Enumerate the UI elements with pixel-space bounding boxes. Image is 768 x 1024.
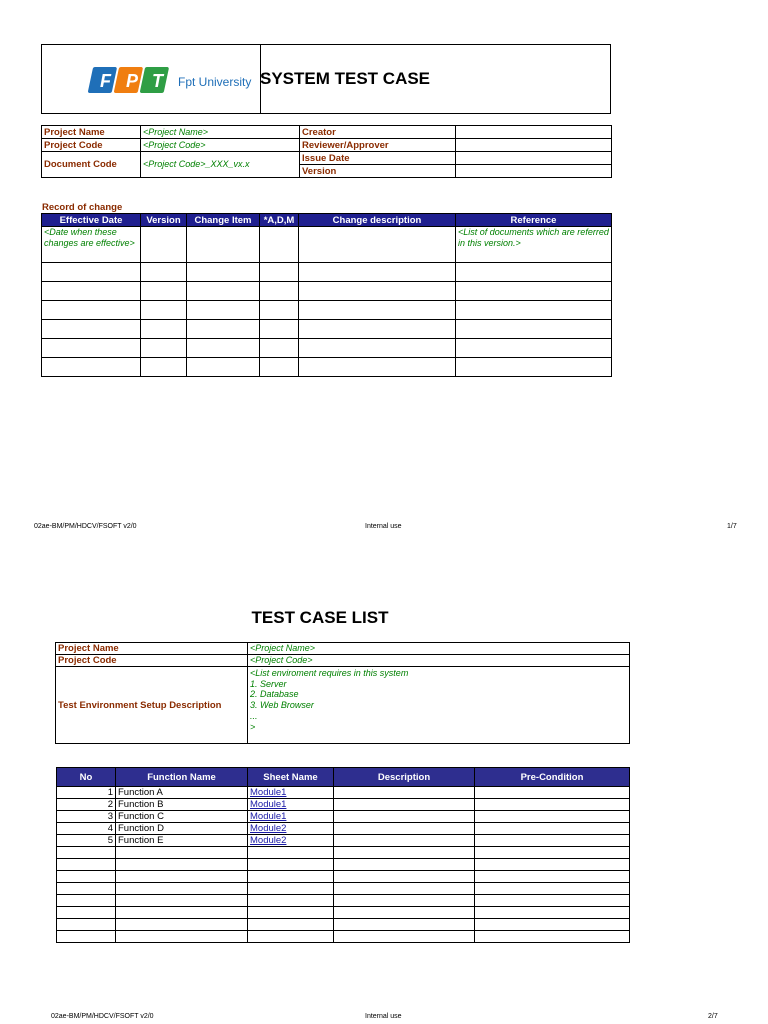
env-line: 2. Database bbox=[250, 689, 299, 700]
col-header-adm: *A,D,M bbox=[260, 214, 299, 227]
project-code-value[interactable]: <Project Code> bbox=[141, 139, 300, 152]
function-no: 2 bbox=[57, 799, 116, 811]
env-line: 3. Web Browser bbox=[250, 700, 314, 711]
page-footer-center: Internal use bbox=[365, 523, 402, 530]
reviewer-value[interactable] bbox=[456, 139, 612, 152]
table-row bbox=[42, 227, 612, 263]
pre-condition-cell[interactable] bbox=[475, 811, 630, 823]
svg-text:T: T bbox=[152, 71, 163, 91]
function-list-table bbox=[56, 767, 630, 943]
svg-text:Fpt University: Fpt University bbox=[178, 75, 252, 89]
document-code-value[interactable]: <Project Code>_XXX_vx.x bbox=[141, 152, 300, 178]
pre-condition-cell[interactable] bbox=[475, 823, 630, 835]
table-row bbox=[57, 871, 630, 883]
project-name-label: Project Name bbox=[56, 643, 248, 655]
svg-text:F: F bbox=[100, 71, 111, 91]
col-header-pre-condition: Pre-Condition bbox=[475, 768, 630, 787]
page-footer-left: 02ae-BM/PM/HDCV/FSOFT v2/0 bbox=[51, 1013, 154, 1020]
project-name-value[interactable]: <Project Name> bbox=[141, 126, 300, 139]
project-name-label: Project Name bbox=[42, 126, 141, 139]
table-header-row bbox=[57, 768, 630, 787]
page-title: SYSTEM TEST CASE bbox=[260, 69, 431, 88]
table-row bbox=[42, 263, 612, 282]
table-row bbox=[57, 787, 630, 799]
function-name: Function A bbox=[116, 787, 248, 799]
version-value[interactable] bbox=[456, 165, 612, 178]
function-no: 1 bbox=[57, 787, 116, 799]
function-no: 3 bbox=[57, 811, 116, 823]
creator-value[interactable] bbox=[456, 126, 612, 139]
test-case-list-title: TEST CASE LIST bbox=[251, 608, 389, 627]
table-row bbox=[42, 282, 612, 301]
table-row bbox=[57, 919, 630, 931]
env-line: > bbox=[250, 721, 256, 732]
function-no: 5 bbox=[57, 835, 116, 847]
function-name: Function E bbox=[116, 835, 248, 847]
table-row bbox=[57, 811, 630, 823]
table-row bbox=[57, 823, 630, 835]
document-code-label: Document Code bbox=[42, 152, 141, 178]
project-code-value[interactable]: <Project Code> bbox=[248, 655, 630, 667]
test-case-list-info-table bbox=[55, 642, 630, 744]
function-no: 4 bbox=[57, 823, 116, 835]
function-name: Function C bbox=[116, 811, 248, 823]
table-row bbox=[57, 931, 630, 943]
table-row bbox=[57, 883, 630, 895]
version-cell[interactable] bbox=[141, 227, 187, 263]
record-of-change-table bbox=[41, 213, 612, 377]
page-number: 1/7 bbox=[727, 523, 737, 530]
description-cell[interactable] bbox=[334, 823, 475, 835]
record-of-change-label: Record of change bbox=[42, 202, 123, 213]
sheet-link[interactable]: Module1 bbox=[248, 811, 334, 823]
table-row bbox=[42, 301, 612, 320]
test-environment-label: Test Environment Setup Description bbox=[56, 667, 248, 744]
reference-cell[interactable]: <List of documents which are referred in this version.> bbox=[456, 227, 612, 263]
sheet-link[interactable]: Module2 bbox=[248, 823, 334, 835]
col-header-version: Version bbox=[141, 214, 187, 227]
table-row bbox=[57, 907, 630, 919]
col-header-change-item: Change Item bbox=[187, 214, 260, 227]
change-description-cell[interactable] bbox=[299, 227, 456, 263]
table-row bbox=[57, 835, 630, 847]
table-row bbox=[57, 859, 630, 871]
project-code-label: Project Code bbox=[56, 655, 248, 667]
pre-condition-cell[interactable] bbox=[475, 787, 630, 799]
description-cell[interactable] bbox=[334, 811, 475, 823]
table-header-row bbox=[42, 214, 612, 227]
table-row bbox=[42, 139, 612, 152]
test-environment-value[interactable] bbox=[248, 667, 630, 744]
env-line: <List enviroment requires in this system bbox=[250, 668, 409, 678]
col-header-effective-date: Effective Date bbox=[42, 214, 141, 227]
project-name-value[interactable]: <Project Name> bbox=[248, 643, 630, 655]
fpt-university-logo bbox=[86, 63, 266, 99]
creator-label: Creator bbox=[300, 126, 456, 139]
version-label: Version bbox=[300, 165, 456, 178]
col-header-function-name: Function Name bbox=[116, 768, 248, 787]
table-row bbox=[42, 358, 612, 377]
table-row bbox=[42, 339, 612, 358]
page-footer-center: Internal use bbox=[365, 1013, 402, 1020]
table-row bbox=[56, 655, 630, 667]
page-number: 2/7 bbox=[708, 1013, 718, 1020]
function-name: Function D bbox=[116, 823, 248, 835]
svg-text:P: P bbox=[126, 71, 139, 91]
table-row bbox=[56, 667, 630, 744]
sheet-link[interactable]: Module2 bbox=[248, 835, 334, 847]
table-row bbox=[57, 847, 630, 859]
col-header-change-description: Change description bbox=[299, 214, 456, 227]
function-name: Function B bbox=[116, 799, 248, 811]
issue-date-value[interactable] bbox=[456, 152, 612, 165]
table-row bbox=[42, 320, 612, 339]
description-cell[interactable] bbox=[334, 835, 475, 847]
col-header-reference: Reference bbox=[456, 214, 612, 227]
table-row bbox=[56, 643, 630, 655]
table-row bbox=[42, 126, 612, 139]
description-cell[interactable] bbox=[334, 799, 475, 811]
effective-date-cell[interactable]: <Date when these changes are effective> bbox=[42, 227, 141, 263]
sheet-link[interactable]: Module1 bbox=[248, 799, 334, 811]
project-info-table bbox=[41, 125, 612, 178]
col-header-sheet-name: Sheet Name bbox=[248, 768, 334, 787]
col-header-description: Description bbox=[334, 768, 475, 787]
table-row bbox=[42, 152, 612, 165]
page-footer-left: 02ae-BM/PM/HDCV/FSOFT v2/0 bbox=[34, 523, 137, 530]
project-code-label: Project Code bbox=[42, 139, 141, 152]
pre-condition-cell[interactable] bbox=[475, 835, 630, 847]
table-row bbox=[57, 895, 630, 907]
col-header-no: No bbox=[57, 768, 116, 787]
table-row bbox=[57, 799, 630, 811]
change-item-cell[interactable] bbox=[187, 227, 260, 263]
reviewer-label: Reviewer/Approver bbox=[300, 139, 456, 152]
issue-date-label: Issue Date bbox=[300, 152, 456, 165]
document-header-box bbox=[41, 44, 611, 114]
adm-cell[interactable] bbox=[260, 227, 299, 263]
pre-condition-cell[interactable] bbox=[475, 799, 630, 811]
env-line: ... bbox=[250, 710, 258, 721]
env-line: 1. Server bbox=[250, 678, 287, 689]
sheet-link[interactable]: Module1 bbox=[248, 787, 334, 799]
description-cell[interactable] bbox=[334, 787, 475, 799]
